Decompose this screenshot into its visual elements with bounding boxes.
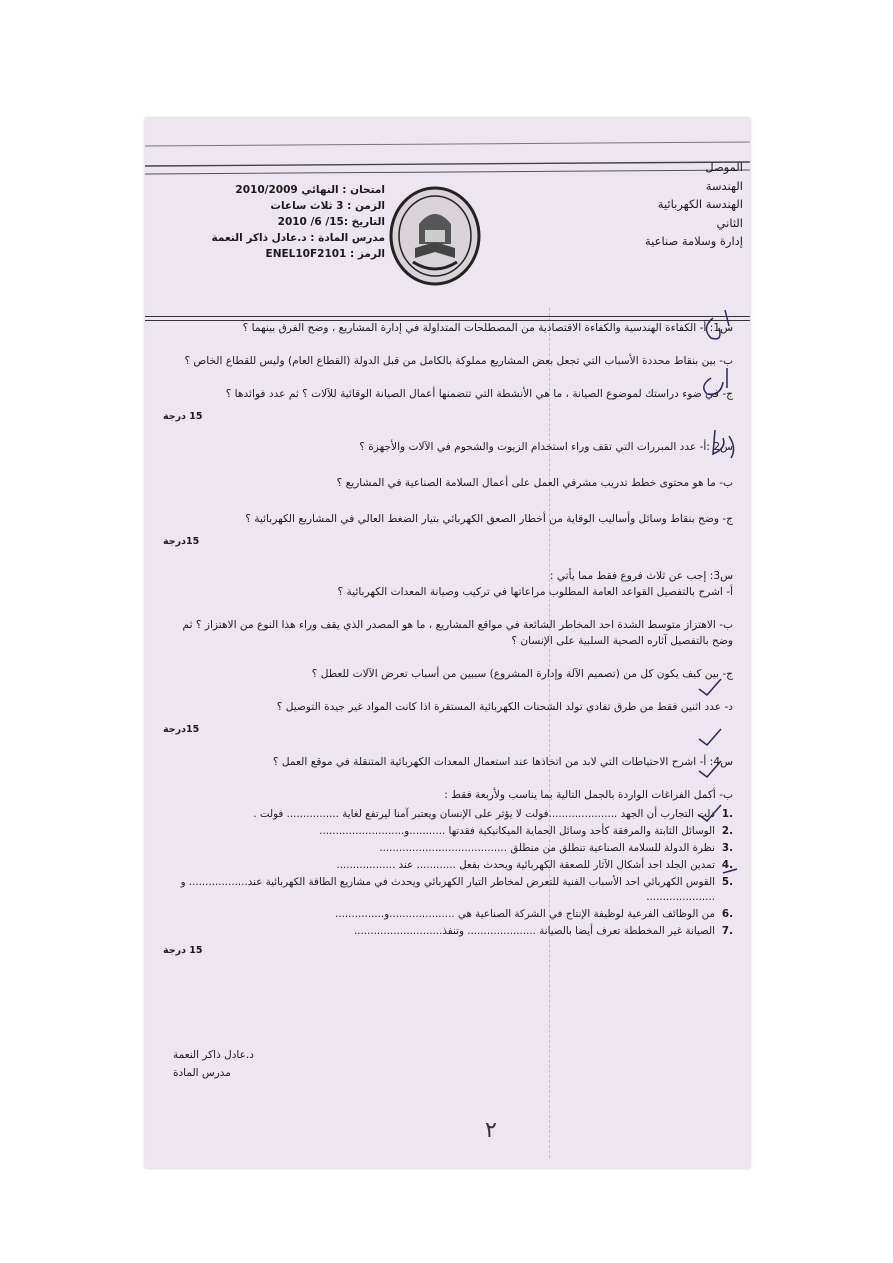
subject-name: إدارة وسلامة صناعية: [644, 234, 743, 248]
question-1b: ب- بين بنقاط محددة الأسباب التي تجعل بعض المشاريع مملوكة بالكامل من قبل الدولة (القطاع العام) وليس للقطاع الخاص ؟: [184, 355, 733, 367]
fill-blank-list: [163, 807, 733, 939]
list-item: .5 القوس الكهربائي احد الأسباب الفنية للتعرض لمخاطر التيار الكهربائي ويحدث في مشاريع الطاقة الكهربائية عند.................. و .....................: [180, 876, 733, 903]
exam-sheet: [145, 118, 750, 1168]
signature-block: [173, 1046, 313, 1082]
exam-teacher: مدرس المادة : د.عادل ذاكر النعمة: [211, 232, 385, 244]
college-name: الهندسة: [705, 178, 743, 193]
institution-info: [617, 158, 743, 251]
question-4a: س4: أ- اشرح الاحتياطات التي لابد من اتخاذها عند استعمال المعدات الكهربائية المتنقلة في موقع العمل ؟: [272, 756, 733, 768]
exam-info: [185, 182, 385, 262]
list-item: .1 دلت التجارب أن الجهد .....................فولت لا يؤثر على الإنسان ويعتبر آمنا ليرتفع لغاية ................ فولت .: [253, 808, 733, 820]
question-3c: ج- بين كيف يكون كل من (تصميم الآلة وإدارة المشروع) سببين من أسباب تعرض الآلات للعطل ؟: [311, 668, 733, 680]
header-divider: [145, 316, 750, 317]
page-number: ٢: [485, 1118, 497, 1143]
signature-title: مدرس المادة: [173, 1067, 231, 1079]
question-3d: د- عدد اثنين فقط من طرق تفادي تولد الشحنات الكهربائية المستقرة اذا كانت المواد غير جيدة التوصيل ؟: [276, 701, 733, 713]
question-3a: أ- اشرح بالتفصيل القواعد العامة المطلوب مراعاتها في تركيب وصيانة المعدات الكهربائية ؟: [337, 586, 733, 598]
list-item: .4 تمدين الجلد احد أشكال الآثار للصعقة الكهربائية ويحدث بفعل ............ عند ..................: [336, 859, 733, 871]
questions-body: [163, 320, 733, 973]
question-3b: ب- الاهتزاز متوسط الشدة احد المخاطر الشائعة في مواقع المشاريع ، ما هو المصدر الذي يقف وراء هذا النوع من الاهتزاز ؟ ثم وضح بالتفصيل آثاره الصحية السلبية على الإنسان ؟: [182, 619, 733, 647]
question-2b: ب- ما هو محتوى خطط تدريب مشرفي العمل على أعمال السلامة الصناعية في المشاريع ؟: [336, 477, 733, 489]
exam-duration: الزمن : 3 ثلاث ساعات: [270, 200, 385, 212]
list-item: .7 الصيانة غير المخططة تعرف أيضا بالصيانة ..................... وتنفذ...........................: [353, 925, 733, 937]
list-item: .6 من الوظائف الفرعية لوظيفة الإنتاج في الشركة الصناعية هي ....................و...............: [335, 908, 733, 920]
department-name: الهندسة الكهربائية: [657, 197, 743, 211]
handwritten-marks-icon: [693, 298, 750, 678]
exam-code: الرمز : ENEL10F2101: [265, 248, 385, 260]
question-2a: س2 :أ- عدد المبررات التي تقف وراء استخدام الزيوت والشحوم في الآلات والأجهزة ؟: [359, 441, 733, 453]
list-item: .3 نظرة الدولة للسلامة الصناعية تنطلق من منطلق .......................................: [379, 842, 733, 854]
list-item: .2 الوسائل الثابتة والمرفقة كأحد وسائل الحماية الميكانيكية فقدتها ...........و..........................: [319, 825, 733, 837]
signature-name: د.عادل ذاكر النعمة: [173, 1049, 254, 1061]
question-2c: ج- وضح بنقاط وسائل وأساليب الوقاية من أخطار الصعق الكهربائي بتيار الضغط العالي في المشاريع الكهربائية ؟: [245, 513, 733, 525]
question-1c: ج- في ضوء دراستك لموضوع الصيانة ، ما هي الأنشطة التي تتضمنها أعمال الصيانة الوقائية للآلات ؟ ثم عدد فوائدها ؟: [225, 388, 733, 400]
question-1-grade: 15 درجة: [163, 411, 203, 422]
exam-date: التاريخ :15/ 6/ 2010: [277, 216, 385, 228]
question-2-grade: 15درجة: [163, 536, 200, 547]
question-4b-intro: ب- أكمل الفراغات الواردة بالجمل التالية بما يناسب ولأربعة فقط :: [444, 789, 733, 801]
university-seal-icon: [389, 186, 481, 286]
university-name: الموصل: [705, 160, 743, 174]
question-3-intro: س3: إجب عن ثلاث فروع فقط مما يأتي :: [549, 570, 733, 582]
stage-name: الثاني: [716, 215, 743, 230]
check-marks-icon: [693, 673, 750, 933]
exam-title: امتحان : النهائي 2010/2009: [235, 184, 385, 196]
question-1a: س1: أ- الكفاءة الهندسية والكفاءة الاقتصادية من المصطلحات المتداولة في إدارة المشاريع ، وضح الفرق بينهما ؟: [242, 322, 733, 334]
question-4-grade: 15 درجة: [163, 945, 203, 956]
question-3-grade: 15درجة: [163, 724, 200, 735]
